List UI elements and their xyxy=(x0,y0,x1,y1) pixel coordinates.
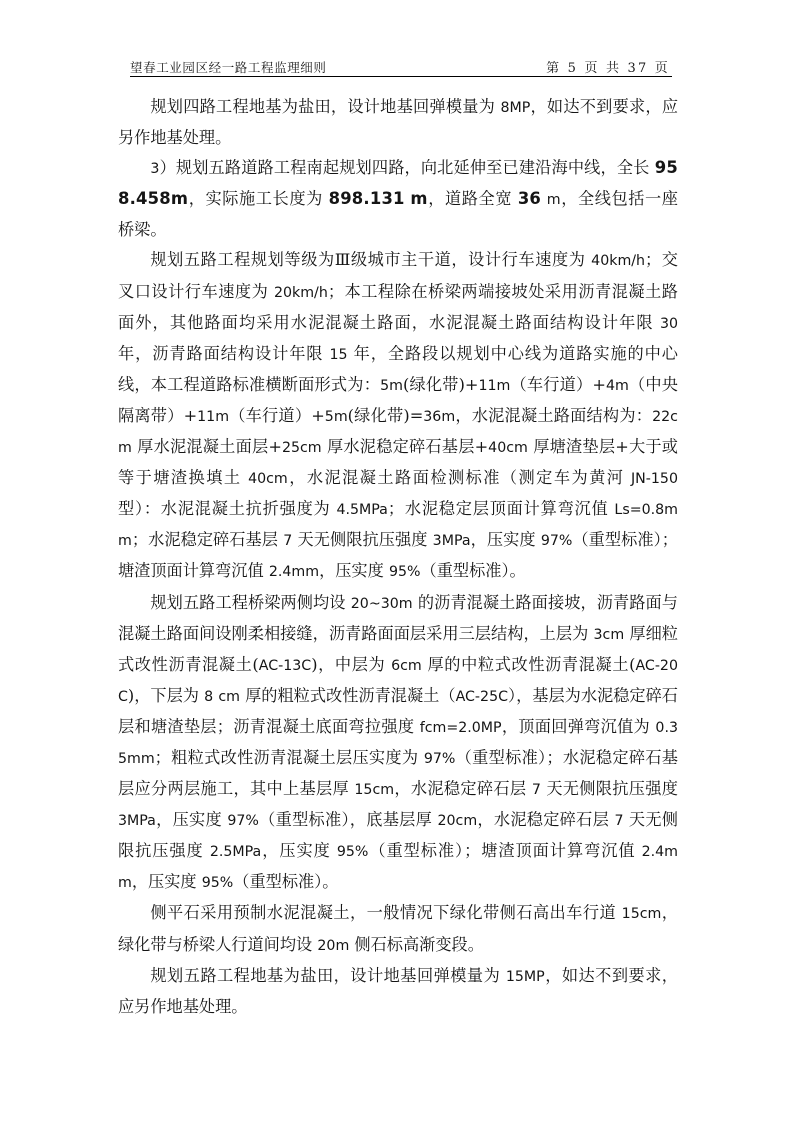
paragraph-5: 侧平石采用预制水泥混凝土，一般情况下绿化带侧石高出车行道 15cm，绿化带与桥梁人行道间均设 20m 侧石标高渐变段。 xyxy=(118,903,678,954)
page-header xyxy=(130,50,672,76)
paragraph-6: 规划五路工程地基为盐田，设计地基回弹模量为 15MP，如达不到要求，应另作地基处理。 xyxy=(118,965,678,1016)
paragraph-3: 规划五路工程规划等级为Ⅲ级城市主干道，设计行车速度为 40km/h；交叉口设计行车速度为 20km/h；本工程除在桥梁两端接坡处采用沥青混凝土路面外，其他路面均采用水泥混凝土路面，水泥混凝土路面结构设计年限 30 年，沥青路面结构设计年限 15 年，全路段以规划中心线为道路实施的中心线，本工程道路标准横断面形式为：5m(绿化带)+11m（车行道）+4m（中央隔离带）+11m（车行道）+5m(绿化带)=36m，水泥混凝土路面结构为：22cm 厚水泥混凝土面层+25cm 厚水泥稳定碎石基层+40cm 厚塘渣垫层+大于或等于塘渣换填土 40cm，水泥混凝土路面检测标准（测定车为黄河 JN-150 型）：水泥混凝土抗折强度为 4.5MPa；水泥稳定层顶面计算弯沉值 Ls=0.8mm；水泥稳定碎石基层 7 天无侧限抗压强度 3MPa，压实度 97%（重型标准）；塘渣顶面计算弯沉值 2.4mm，压实度 95%（重型标准）。 xyxy=(118,250,678,581)
header-pagination: 第 5 页 共 37 页 xyxy=(546,61,670,76)
header-document-title: 望春工业园区经一路工程监理细则 xyxy=(130,60,327,75)
paragraph-1: 规划四路工程地基为盐田，设计地基回弹模量为 8MP，如达不到要求，应另作地基处理。 xyxy=(118,97,679,148)
document-body xyxy=(118,92,678,1022)
paragraph-2: 3）规划五路道路工程南起规划四路，向北延伸至已建沿海中线，全长 958.458m，实际施工长度为 898.131 m，道路全宽 36 m，全线包括一座桥梁。 xyxy=(118,158,678,240)
paragraph-4: 规划五路工程桥梁两侧均设 20~30m 的沥青混凝土路面接坡，沥青路面与混凝土路面间设刚柔相接缝，沥青路面面层采用三层结构，上层为 3cm 厚细粒式改性沥青混凝土(AC-13C)，中层为 6cm 厚的中粒式改性沥青混凝土(AC-20C)，下层为 8 cm 厚的粗粒式改性沥青混凝土（AC-25C），基层为水泥稳定碎石层和塘渣垫层；沥青混凝土底面弯拉强度 fcm=2.0MP，顶面回弹弯沉值为 0.35mm；粗粒式改性沥青混凝土层压实度为 97%（重型标准）；水泥稳定碎石基层应分两层施工，其中上基层厚 15cm，水泥稳定碎石层 7 天无侧限抗压强度 3MPa，压实度 97%（重型标准），底基层厚 20cm，水泥稳定碎石层 7 天无侧限抗压强度 2.5MPa，压实度 95%（重型标准）；塘渣顶面计算弯沉值 2.4mm，压实度 95%（重型标准）。 xyxy=(118,592,678,892)
header-divider-rule xyxy=(130,76,672,77)
